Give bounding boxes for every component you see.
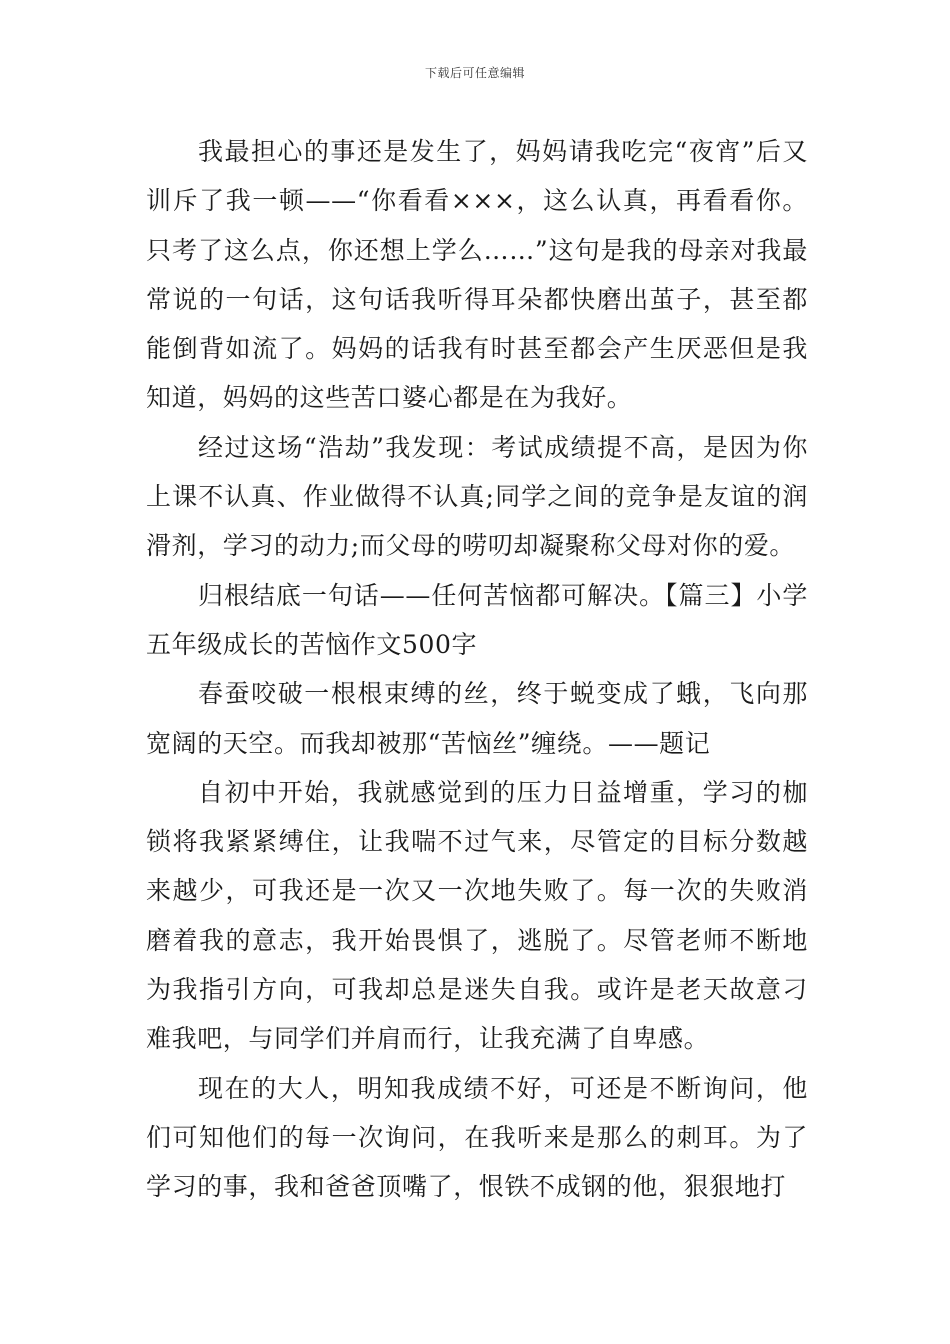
page-header: 下载后可任意编辑 — [424, 66, 525, 80]
paragraph-1: 我最担心的事还是发生了，妈妈请我吃完“夜宵”后又训斥了我一顿——“你看看×××，这么认真，再看看你。只考了这么点，你还想上学么……”这句是我的母亲对我最常说的一句话，这句话我听得耳朵都快磨出茧子，甚至都能倒背如流了。妈妈的话我有时甚至都会产生厌恶但是我知道，妈妈的这些苦口婆心都是在为我好。 — [146, 137, 808, 413]
paragraph-4: 春蚕咬破一根根束缚的丝，终于蜕变成了蛾，飞向那宽阔的天空。而我却被那“苦恼丝”缠绕。——题记 — [146, 679, 808, 758]
paragraph-5: 自初中开始，我就感觉到的压力日益增重，学习的枷锁将我紧紧缚住，让我喘不过气来，尽管定的目标分数越来越少，可我还是一次又一次地失败了。每一次的失败消磨着我的意志，我开始畏惧了，逃脱了。尽管老师不断地为我指引方向，可我却总是迷失自我。或许是老天故意刁难我吧，与同学们并肩而行，让我充满了自卑感。 — [146, 777, 808, 1054]
document-body — [146, 127, 808, 1212]
paragraph-2: 经过这场“浩劫”我发现：考试成绩提不高，是因为你上课不认真、作业做得不认真;同学之间的竞争是友谊的润滑剂，学习的动力;而父母的唠叨却凝聚称父母对你的爱。 — [146, 432, 808, 561]
paragraph-3: 归根结底一句话——任何苦恼都可解决。【篇三】小学五年级成长的苦恼作文500字 — [146, 580, 808, 659]
paragraph-6: 现在的大人，明知我成绩不好，可还是不断询问，他们可知他们的每一次询问，在我听来是那么的刺耳。为了学习的事，我和爸爸顶嘴了，恨铁不成钢的他，狠狠地打 — [146, 1073, 808, 1202]
